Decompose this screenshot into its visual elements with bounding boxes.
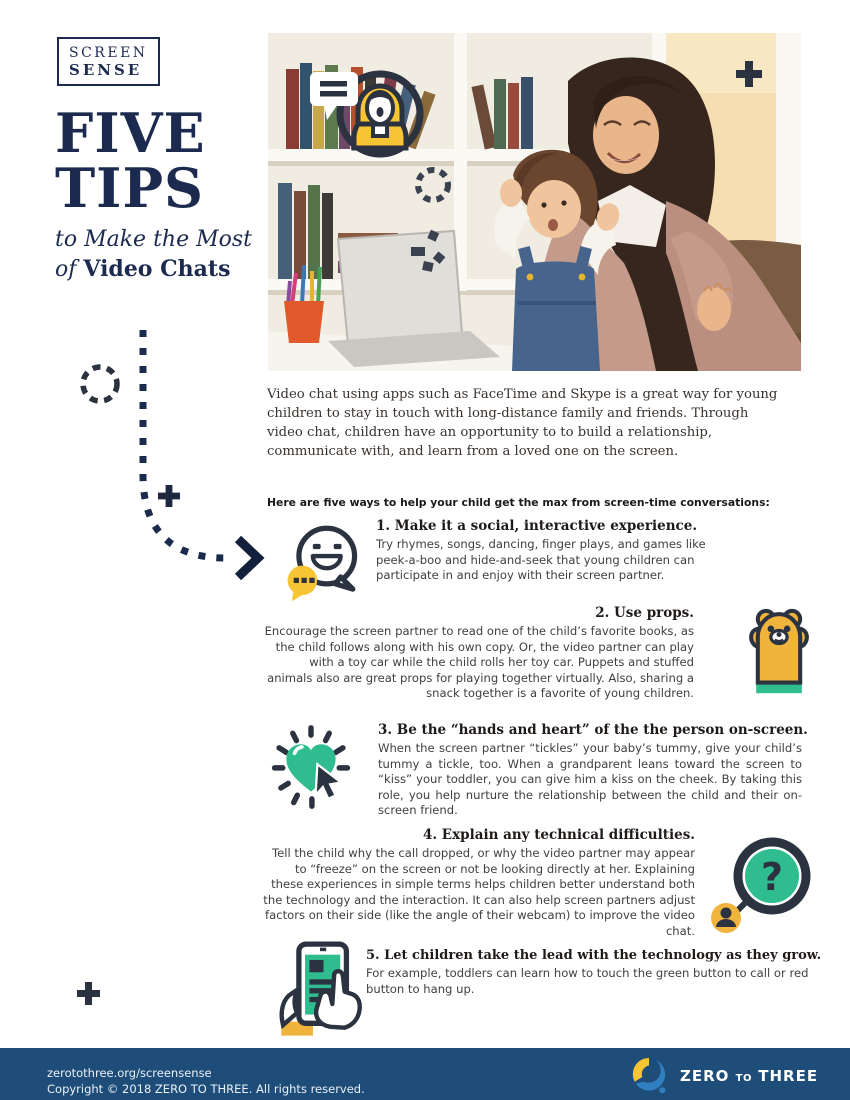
subtitle-line2-video-chats: Video Chats xyxy=(83,255,231,282)
tip-4-body: Tell the child why the call dropped, or why the video partner may appear to “freeze” on the screen or not be looking directly at her. Explaining these experiences in simple terms helps children better understand both the technology and the interaction. It can also help screen partners adjust factors on their side (like the angle of their webcam) to improve the video chat. xyxy=(263,846,695,938)
brand-line-screen: SCREEN xyxy=(69,45,148,61)
lead-in-line: Here are five ways to help your child get the max from screen-time conversations: xyxy=(267,496,770,509)
chat-smiley-icon xyxy=(285,522,365,604)
tip-4 xyxy=(261,827,695,940)
plus-icon xyxy=(158,485,180,507)
footer-copyright: Copyright © 2018 ZERO TO THREE. All rights reserved. xyxy=(47,1082,365,1096)
plus-icon xyxy=(77,982,100,1005)
intro-paragraph: Video chat using apps such as FaceTime and Skype is a great way for young children to stay in touch with long-distance family and friends. Through video chat, children have an opportunity to to build a relationship, communicate with, and learn from a loved one on the screen. xyxy=(267,387,778,459)
hero-photo-mother-child-laptop xyxy=(268,33,801,371)
brand-line-sense: SENSE xyxy=(69,61,143,79)
title-subtitle xyxy=(55,226,275,284)
subtitle-line2-of: of xyxy=(55,256,84,282)
plus-icon xyxy=(736,61,762,87)
tip-2-body: Encourage the screen partner to read one of the child’s favorite books, as the child follows along with his own copy. Or, the video partner can play with a toy car while the child rolls her toy car. Puppets and stuffed animals also are great props for playing together virtually. Also, sharing a snack together is a favorite of young children. xyxy=(264,624,694,701)
zero-to-three-swirl-icon xyxy=(630,1056,668,1096)
bear-puppet-icon xyxy=(748,606,810,694)
page-title xyxy=(55,101,275,284)
dashed-circle-icon xyxy=(411,163,455,207)
tip-5 xyxy=(366,948,822,997)
tip-1 xyxy=(376,518,728,584)
tip-2-heading: 2. Use props. xyxy=(595,605,694,621)
tip-3-heading: 3. Be the “hands and heart” of the the person on-screen. xyxy=(378,722,808,738)
svg-text:?: ? xyxy=(760,855,784,899)
title-word-tips: TIPS xyxy=(55,156,205,221)
screen-sense-logo xyxy=(57,37,160,86)
subtitle-line1: to Make the Most xyxy=(55,227,252,253)
footer-url-link[interactable]: zerotothree.org/screensense xyxy=(47,1066,212,1080)
title-word-five: FIVE xyxy=(55,101,206,165)
tip-4-heading: 4. Explain any technical difficulties. xyxy=(423,827,695,843)
logo-word-zero: ZERO xyxy=(680,1067,730,1085)
heart-cursor-icon xyxy=(270,722,352,812)
zero-to-three-logo xyxy=(630,1056,818,1096)
logo-word-three: THREE xyxy=(758,1067,819,1085)
question-person-icon xyxy=(704,834,816,936)
tip-3-body: When the screen partner “tickles” your baby’s tummy, give your child’s tummy a tickle, too. When a grandparent leans toward the screen to “kiss” your toddler, you can give him a kiss on the cheek. By taking this role, you help nurture the relationship between the child and their on-screen friend. xyxy=(378,741,802,818)
tip-3 xyxy=(378,722,808,819)
tip-5-body: For example, toddlers can learn how to touch the green button to call or red button to hang up. xyxy=(366,966,809,996)
woman-avatar-chat-icon xyxy=(310,64,426,164)
dots-cluster-icon xyxy=(411,229,451,273)
tip-5-heading: 5. Let children take the lead with the technology as they grow. xyxy=(366,948,822,963)
logo-word-to: TO xyxy=(735,1073,752,1084)
zero-to-three-wordmark xyxy=(680,1067,818,1085)
dotted-trail-arrow xyxy=(60,325,275,580)
tip-1-body: Try rhymes, songs, dancing, finger plays, and games like peek-a-boo and hide-and-seek that young children can participate in and enjoy with their screen partner. xyxy=(376,537,706,583)
tip-2 xyxy=(262,605,694,702)
tip-1-heading: 1. Make it a social, interactive experience. xyxy=(376,518,698,534)
hand-phone-icon xyxy=(276,940,364,1038)
